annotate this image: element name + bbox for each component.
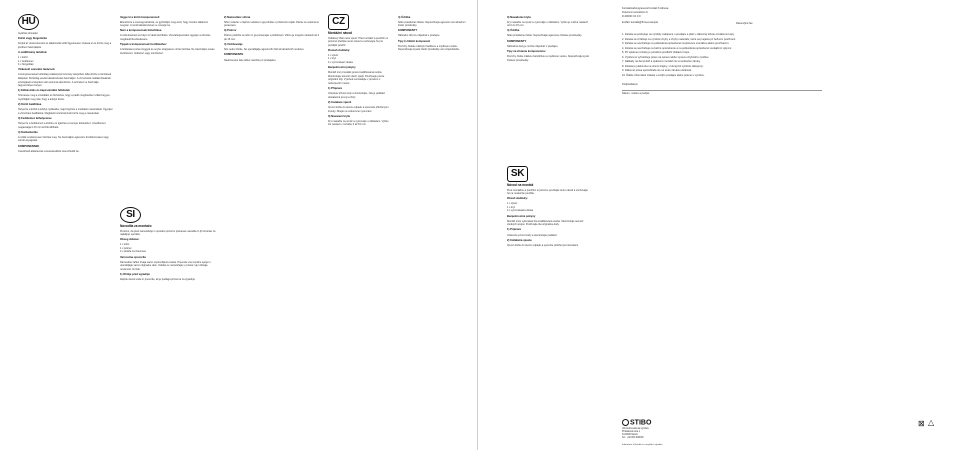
hu-item-2: 1 x fedőlemez [18,59,34,63]
si-heading-step1: 1) Ohišje pred vgradnjo [120,272,151,276]
cz-item-3: 4 x vyrovnávací deska [328,61,353,65]
sk-language-badge: SK [507,166,528,182]
hu-item-1: 1 x kürtő [18,56,28,60]
hu-intro-3: Kérjük az összeszerelés és alkalmazás előtt figyelmesen olvassa el és őrizze meg a jövőbeni használatra. [18,42,112,49]
si-heading-components: KOMPONENTE [224,53,244,57]
warranty-item-4: 4. Záruka sa nevzťahuje na bežné opotrebenie a na poškodenia spôsobené vonkajšími vplyvmi. [622,46,732,50]
sk-step4-text: Sitko pravidelne čistite. Nepoužívajte agresívne čistiace prostriedky. [507,34,582,38]
si-item-3: 4 x plošča za izravnavo [120,250,146,254]
hu-tips-text: A felületeket puha ronggyal és enyhe szappanos vízzel tisztítsa. Ne használjon savas tisztítószert, oldószert vagy súrolószert. [120,48,215,55]
sk-safety-text: Montáž smie vykonávať iba kvalifikovaná osoba. Skontrolujte tesnosť všetkých spojov. Používajte iba originálne diely. [507,219,584,227]
si-heading-step3: 3) Pokrov [224,29,237,33]
sk-heading-step3: 3) Nasadenie krytu [507,15,531,19]
si-column [224,14,322,64]
address-line-1: Kontaktná/kongresová Kontakt 6 Adresa [622,7,669,10]
cz-item-1: 1 x vpusť [328,53,339,57]
si-step2-text: Sifon vstavite v odprtino odtoka in ga pritrdite s priloženimi vijaki. Pazite na vodoravno poravnavo. [224,20,319,28]
weee-bin-icon: ⊠ [918,419,925,428]
cz-column-2 [398,14,468,53]
si-step3-text: Pokrov položite na sifon in ga poravnajte s ploščicami. Višino je mogoče nastaviti od 0 do 15 mm. [224,34,320,42]
bottom-address-3: D-00000 Mesto [622,434,638,437]
spacer [120,57,218,207]
bottom-address-1: Obchodná adresa výrobcu [622,428,649,430]
sk-item-2: 1 x kryt [507,205,516,209]
cz-step1-text: Uzavřete přívod vody a zkontrolujte, zda je podklad dostatečně pevný a čistý. [328,92,385,99]
sk-intro: Pred montážou a použitím si pozorne prečítajte tento návod a uschovajte ho na neskoršie použitie. [507,188,588,196]
date-label: Datum/jiné fax [736,22,753,25]
hu-step1-text: Szüntesse meg a vízellátást és biztosítsa, hogy a padló megfelelően szilárd legyen. Győződjön meg róla, hogy a lefolyó tiszta. [18,94,111,101]
sk-tips-text: Povrchy čistite mäkkou handričkou a mydlovou vodou. Nepoužívajte kyslé čistiace prostriedky. [507,55,589,62]
cz-tips-text: Povrchy čistěte měkkým hadříkem a mýdlovou vodou. Nepoužívejte kyselé čisticí prostředky ani rozpouštědla. [398,44,460,52]
si-intro: Prosimo, da pred namestitvijo in uporabo pozorno preberete navodila in jih shranite za nadaljnjo uporabo. [120,229,216,237]
warranty-item-5: 5. Pri uplatnení záruky je potrebné predložiť doklad o kúpe. [622,51,690,55]
sk-item-1: 1 x vpusť [507,202,518,206]
cz-item-2: 1 x kryt [328,57,337,61]
sk-heading-step1: 1) Príprava [507,228,521,232]
signature-line: Dátum, miesto a podpis [622,90,822,96]
cz-heading-components: KOMPONENTY [398,29,418,33]
sk-step1-text: Uzatvorte prívod vody a skontrolujte podklad. [507,233,558,237]
hu-item-3: 4 x füzgetőlap [18,63,34,67]
sk-heading-tips: Tipy na čistenie komponentov [507,49,546,53]
cz-heading-tips: Tipy k čištění komponent [398,39,431,43]
sk-heading-step4: 4) Údržba [507,29,520,33]
bottom-address-4: Tel.: +00 000 000000 [622,437,644,440]
hu-safety-text: A komponenseket kizárólag szakképzett személy telepítheti. Ellenőrizze a tömítések állapotát. Kizárólag eredeti alkatrészeket használjon. A vízvezeték csatlakozásainak szivárgását a telepítés után azonnal ellenőrizze. A terméket ne használja fagyveszélyes helyen. [18,73,112,88]
warranty-item-7: 7. Náklady na demontáž a opätovnú montáž nie sú súčasťou záruky. [622,60,701,64]
cz-step4-text: Sítko pravidelně čistěte. Nepoužívejte agresivní ani abrazivní čisticí prostředky. [398,20,466,28]
cz-column [328,14,392,129]
si-step1-text: Zaprite dovod vode in preverite, ali je podlaga primerna za vgradnjo. [120,278,196,282]
sk-item-3: 4 x vyrovnávacia doska [507,209,533,213]
sk-column-2 [507,14,591,64]
hu-heading-step1: 1) Előkészítés és kapcsolódási feltételek [18,89,70,93]
address-line-2: Telecommunications 6 [622,10,648,14]
warranty-item-2: 2. Záruka sa vzťahuje na výrobné chyby a chyby materiálu, ktoré sa prejavia pri bežnom používaní. [622,37,736,41]
hu-heading-remove: Vegye ki a kürtő komponenseit [120,15,160,19]
cz-heading-step1: 1) Příprava [328,87,342,91]
brand-logo-icon [622,419,629,426]
cz-heading-step4: 4) Údržba [398,15,411,19]
si-item-1: 1 x sifon [120,243,130,247]
hu-heading-step2: 2) Kürtő beállítása [18,103,42,107]
hu-heading-clean: Nem a komponensek kitisztítása [120,29,162,33]
cz-step2-text: Vpusť vložte do otvoru odpadu a upevněte přiloženými šrouby. Dbejte na vodorovné vyrovnání. [328,106,389,113]
cz-heading-step2: 2) Instalace vpusti [328,100,352,104]
sk-heading-contents: Obsah dodávky: [507,197,528,201]
bottom-address [622,428,772,440]
right-page [478,0,954,450]
sk-components-text: Náhradné diely je možné objednať u predajcu. [507,44,559,48]
address-email: E-Mail: kontakt@firma.example [622,21,659,25]
warranty-item-8: 8. Záruka je platná iba na území krajiny, v ktorej bol výrobok zakúpený. [622,64,704,68]
si-title: Navodila za montažo [120,223,152,228]
cz-safety-text: Montáž smí provádět pouze kvalifikovaná osoba. Zkontrolujte těsnost všech spojů. Používejte pouze originální díly. Výrobek neinstalujte v prostoru s nebezpečím mrazu. [328,71,385,85]
cz-heading-step3: 3) Nasazení krytu [328,114,351,118]
footer-note: Informácie o likvidácii a recyklácii výrobku [622,444,663,446]
warranty-item-1: 1. Záruka sa poskytuje na výrobky zakúpené u predajcu a platí v zákonnej lehote od dátumu kúpy. [622,33,735,36]
si-components-text: Nadomestne dele lahko naročite pri prodajalcu. [224,58,277,62]
sk-heading-components: KOMPONENTY [507,39,527,43]
si-step4-text: Sito redno čistite. Ne uporabljajte agresivnih čistil ali abrazivnih sredstev. [224,48,305,52]
hu-remove-text: Ellenőrizze a csomag tartalmát, és győződjön meg arról, hogy minden alkatrész megvan. A sérült alkatrészeket ne szerelje be. [120,20,208,28]
address-line-3: D-00000 Ort 0.0 [622,14,641,18]
si-language-badge: SI [120,207,141,223]
warranty-item-3: 3. Záruka sa nevzťahuje na poškodenia spôsobené nesprávnou montážou alebo používaním. [622,42,730,46]
cz-components-text: Náhradní díly lze objednat u prodejce. [398,34,441,38]
si-heading-contents: Obseg dobave: [120,238,140,242]
hu-column [18,14,114,155]
si-heading-safety: Varnostna opozorila [120,255,146,259]
hu-language-badge: HU [18,14,39,30]
cz-title: Montážní návod [328,31,353,35]
si-heading-step2: 2) Namestitev sifona [224,15,251,19]
hu-step3-text: Helyezze a fedőlemezt a kürtőre és igazítsa a csempe felületéhez. A fedőlemez magassága 0-15 mm között állítható. [18,122,106,129]
cz-step3-text: Kryt nasaďte na vpusť a vyrovnejte s obkladem. Výšku lze nastavit v rozsahu 0 až 15 mm. [328,119,389,127]
si-item-2: 1 x pokrov [120,246,132,250]
sk-heading-step2: 2) Inštalácia vpuste [507,238,532,242]
signature-label: Podpis/dátum [622,83,638,86]
cz-language-badge: CZ [328,14,349,30]
sk-step3-text: Kryt nasaďte na vpusť a vyrovnajte s obkladom. Výšku je možné nastaviť od 0 do 15 mm. [507,20,588,28]
cz-intro: Odtokový žlab nebo vpusť. Před montáží a použitím si pozorně přečtěte tento návod a uschovejte ho pro pozdější použití. [328,36,388,47]
hu-step4-text: A szitát rendszeresen tisztítsa meg. Ne használjon agresszív tisztítószereket vagy súroló anyagokat. [18,135,109,143]
cz-heading-safety: Bezpečnostní pokyny [328,66,356,70]
sk-title: Návod na montáž [507,183,534,187]
hu-intro-2: Kürtő vagy füzgetönke [18,37,47,41]
warranty-item-9: 9. Zákonné práva spotrebiteľa nie sú touto zárukou dotknuté. [622,69,692,73]
warranty-list [622,33,932,78]
si-safety-text: Namestitev lahko izvaja samo usposobljena oseba. Preverite vse tesnilne spoje in uporabljajte samo originalne dele. Izdelka ne nameščajte v prostor, kjer obstaja nevarnost zmrzali. [120,260,211,271]
warranty-item-10: 10. Ďalšie informácie získate u svojho predajcu alebo priamo u výrobcu. [622,73,705,77]
cz-heading-contents: Rozsah dodávky: [328,48,351,52]
hu-clean-text: A szita kivehető és folyó víz alatt tisztítható. Visszahelyezéskor ügyeljen a tömítés megfelelő illeszkedésére. [120,34,211,42]
warranty-item-6: 6. Výrobca si vyhradzuje právo na opravu alebo výmenu chybného výrobku. [622,55,710,59]
sk-heading-safety: Bezpečnostné pokyny [507,214,536,218]
hu-si-column [120,14,218,283]
hu-step2-text: Helyezze a kürtőt a lefolyó nyílásába, majd rögzítse a mellékelt csavarokkal. Ügyeljen a vízszintes beállításra. Megfelelő szerszámmal húzza meg a csavarokat. [18,108,113,115]
bottom-address-2: Príkladová ulica 1 [622,431,641,434]
hu-heading-tips: Tippek a komponensek tisztításához [120,43,167,47]
warning-triangle-icon: △ [928,418,935,427]
hu-components-text: Cserélhető alkatrészek a kereskedőnél szerezhetők be. [18,149,80,153]
hu-heading-safety: Vízkezelő szerelési tanácsok [18,68,55,72]
hu-heading-step4: 4) Karbantartás [18,130,38,134]
hu-heading-step3: 3) Fedőlemez felhelyezése [18,116,52,120]
hu-intro-1: Gyártási útmutató [18,32,38,35]
hu-heading-contents: A szállítmány tartalma: [18,50,48,54]
sk-step2-text: Vpusť vložte do otvoru odpadu a upevnite priloženými skrutkami. [507,243,579,247]
hu-heading-components: KOMPONENSEK [18,144,40,148]
si-heading-step4: 4) Vzdrževanje [224,43,243,47]
sk-column [507,166,591,249]
brand-logo: STIBO [622,419,651,426]
